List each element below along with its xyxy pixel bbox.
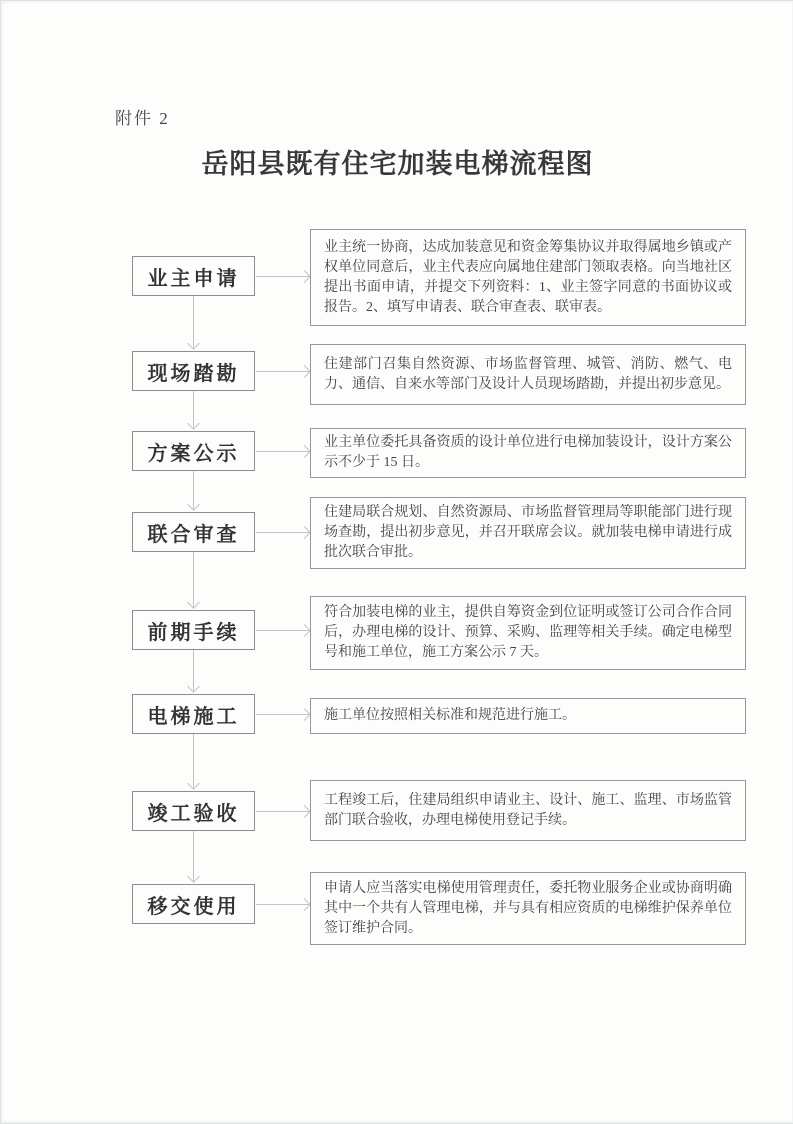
arrow-down-icon xyxy=(193,734,194,788)
arrow-down-icon xyxy=(193,471,194,509)
arrow-right-icon xyxy=(256,811,309,812)
step-description-joint-review: 住建局联合规划、自然资源局、市场监督管理局等职能部门进行现场查勘，提出初步意见，并召开联席会议。就加装电梯申请进行成批次联合审批。 xyxy=(310,497,746,569)
step-description-preliminary-procedures: 符合加装电梯的业主，提供自筹资金到位证明或签订公司合作合同后，办理电梯的设计、预算、采购、监理等相关手续。确定电梯型号和施工单位，施工方案公示 7 天。 xyxy=(310,596,746,670)
step-description-elevator-construction: 施工单位按照相关标准和规范进行施工。 xyxy=(310,698,746,734)
arrow-down-icon xyxy=(193,831,194,881)
step-box-site-survey: 现场踏勘 xyxy=(132,351,255,391)
arrow-right-icon xyxy=(256,714,309,715)
arrow-right-icon xyxy=(256,630,309,631)
arrow-right-icon xyxy=(256,451,309,452)
arrow-right-icon xyxy=(256,276,309,277)
step-box-joint-review: 联合审查 xyxy=(132,512,255,552)
step-description-owner-application: 业主统一协商，达成加装意见和资金筹集协议并取得属地乡镇或产权单位同意后，业主代表应向属地住建部门领取表格。向当地社区提出书面申请，并提交下列资料：1、业主签字同意的书面协议或报告。2、填写申请表、联合审查表、联审表。 xyxy=(310,229,746,326)
arrow-down-icon xyxy=(193,650,194,691)
step-box-handover-use: 移交使用 xyxy=(132,884,255,924)
step-box-elevator-construction: 电梯施工 xyxy=(132,694,255,734)
arrow-down-icon xyxy=(193,296,194,348)
arrow-right-icon xyxy=(256,371,309,372)
step-box-preliminary-procedures: 前期手续 xyxy=(132,610,255,650)
page-title: 岳阳县既有住宅加装电梯流程图 xyxy=(201,149,594,179)
step-description-handover-use: 申请人应当落实电梯使用管理责任，委托物业服务企业或协商明确其中一个共有人管理电梯，并与具有相应资质的电梯维护保养单位签订维护合同。 xyxy=(310,872,746,945)
step-description-completion-acceptance: 工程竣工后，住建局组织申请业主、设计、施工、监理、市场监管部门联合验收，办理电梯使用登记手续。 xyxy=(310,780,746,841)
arrow-down-icon xyxy=(193,552,194,607)
step-box-completion-acceptance: 竣工验收 xyxy=(132,791,255,831)
step-box-owner-application: 业主申请 xyxy=(132,256,255,296)
step-description-site-survey: 住建部门召集自然资源、市场监督管理、城管、消防、燃气、电力、通信、自来水等部门及设计人员现场踏勘，并提出初步意见。 xyxy=(310,344,746,405)
attachment-label: 附件 2 xyxy=(115,109,170,128)
step-box-plan-publicity: 方案公示 xyxy=(132,431,255,471)
arrow-right-icon xyxy=(256,532,309,533)
step-description-plan-publicity: 业主单位委托具备资质的设计单位进行电梯加装设计，设计方案公示不少于 15 日。 xyxy=(310,428,746,478)
arrow-right-icon xyxy=(256,904,309,905)
arrow-down-icon xyxy=(193,391,194,428)
